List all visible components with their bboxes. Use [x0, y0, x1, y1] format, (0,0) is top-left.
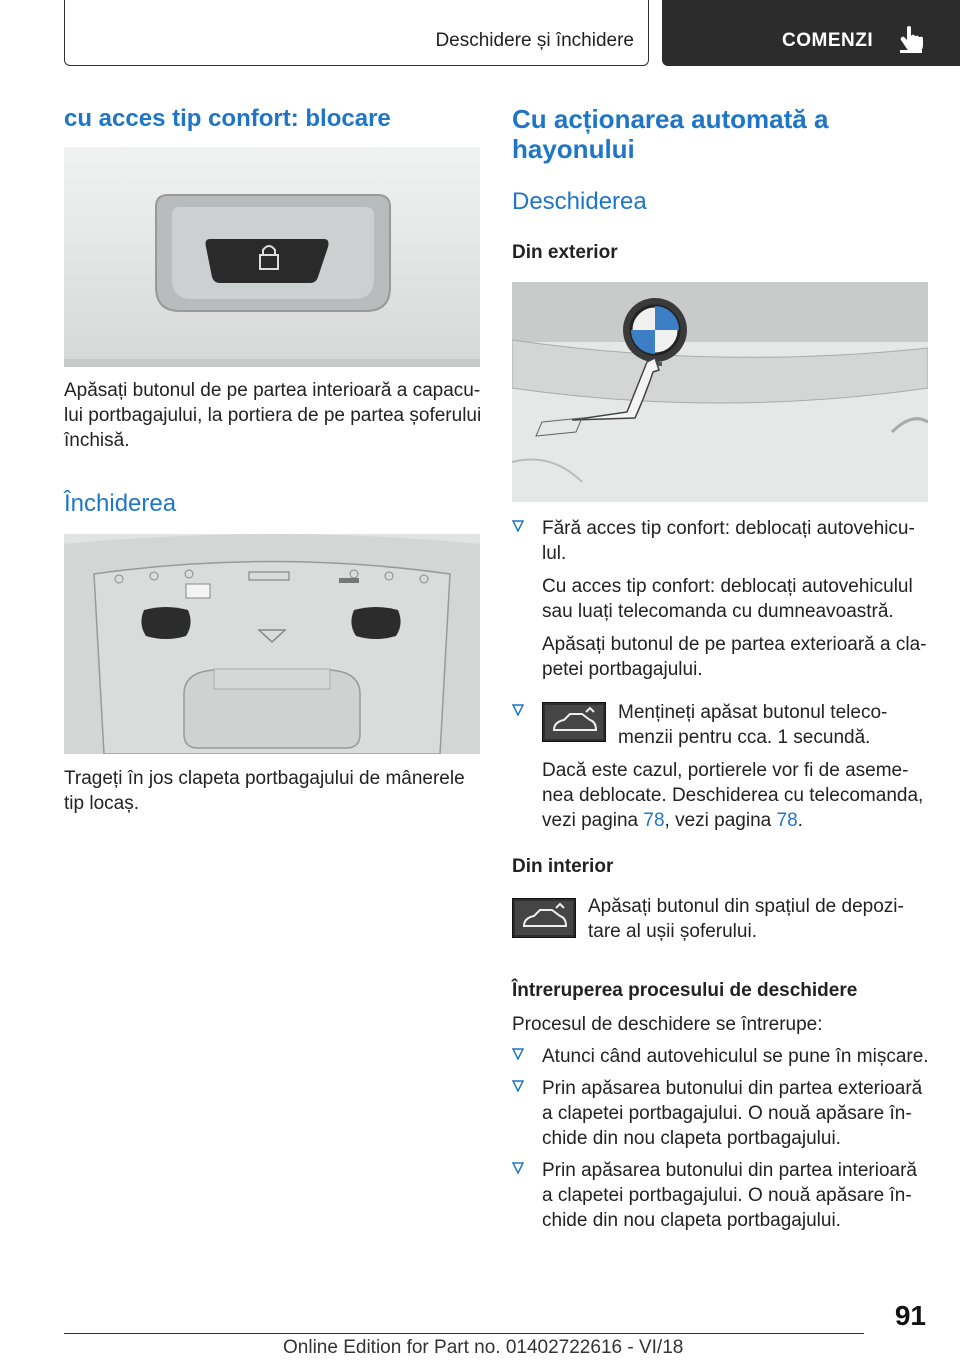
heading-automatic-tailgate: Cu acționarea automată a hayonului: [512, 104, 829, 164]
hand-pointer-icon: [898, 24, 924, 54]
subheading-interrupt: Întreruperea procesului de deschidere: [512, 980, 858, 1001]
list-item-no-comfort: Fără acces tip confort: deblocați autovehiculul. Cu acces tip confort: deblocați autovehiculul sau luați telecomanda cu dumneavoastră. Apăsați butonul de pe partea exterioară a clapetei portbagajului.: [512, 516, 928, 682]
bullet-triangle-icon: [512, 520, 524, 532]
inside-instruction: Apăsați butonul din spațiul de depozitare al ușii șoferului.: [512, 894, 928, 944]
bullet-triangle-icon: [512, 1048, 524, 1060]
remote-tailgate-key-icon: [542, 702, 606, 742]
list-item-interior-press: Prin apăsarea butonului din partea interioară a clapetei portbagajului. O nouă apăsare închide din nou clapeta portbagajului.: [512, 1158, 928, 1233]
paragraph-interrupt: Procesul de deschidere se întrerupe:: [512, 1014, 823, 1035]
subheading-from-inside: Din interior: [512, 856, 614, 877]
footer-edition: Online Edition for Part no. 01402722616 - VI/18: [283, 1337, 684, 1358]
remote-paragraph: Dacă este cazul, portierele vor fi de asemenea deblocate. Deschiderea cu telecomanda, vezi pagina 78, vezi pagina 78.: [542, 760, 924, 831]
chapter-label: COMENZI: [782, 30, 874, 51]
page-link-78-a[interactable]: 78: [643, 810, 665, 831]
left-column: [64, 104, 480, 134]
image-exterior-button: [512, 282, 928, 502]
bullet-triangle-icon: [512, 1080, 524, 1092]
page-link-78-b[interactable]: 78: [776, 810, 798, 831]
right-column-heading: [512, 104, 928, 164]
footer-divider: [64, 1333, 864, 1334]
interior-tailgate-button-icon: [512, 898, 576, 938]
list-item-remote: Mențineți apăsat butonul telecomenzii pentru cca. 1 secundă. Dacă este cazul, portierele vor fi de asemenea deblocate. Deschiderea cu telecomanda, vezi pagina 78, vezi pagina 78.: [512, 700, 928, 833]
section-title: Deschidere și închidere: [435, 30, 634, 51]
heading-closing-wrap: [64, 490, 176, 518]
paragraph-closing-instructions: Trageți în jos clapeta portbagajului de mânerele tip locaș.: [64, 768, 465, 814]
chapter-tab[interactable]: [662, 0, 960, 66]
paragraph-lock-instructions: Apăsați butonul de pe partea interioară a capacului portbagajului, la portiera de pe partea șoferului închisă.: [64, 380, 482, 451]
subheading-from-outside: Din exterior: [512, 242, 618, 263]
bullet-triangle-icon: [512, 1162, 524, 1174]
heading-closing: Închiderea: [64, 490, 177, 517]
image-tailgate-handles: [64, 534, 480, 754]
page-header: [0, 0, 960, 66]
image-lock-button: [64, 147, 480, 367]
heading-opening: Deschiderea: [512, 188, 647, 215]
bullet-triangle-icon: [512, 704, 524, 716]
list-item-moving: Atunci când autovehiculul se pune în mișcare.: [512, 1044, 932, 1069]
page-number: 91: [894, 1300, 926, 1331]
heading-opening-wrap: [512, 188, 647, 216]
heading-comfort-lock: cu acces tip confort: blocare: [64, 105, 391, 132]
list-item-exterior-press: Prin apăsarea butonului din partea exterioară a clapetei portbagajului. O nouă apăsare închide din nou clapeta portbagajului.: [512, 1076, 928, 1151]
section-tab: [64, 0, 649, 66]
